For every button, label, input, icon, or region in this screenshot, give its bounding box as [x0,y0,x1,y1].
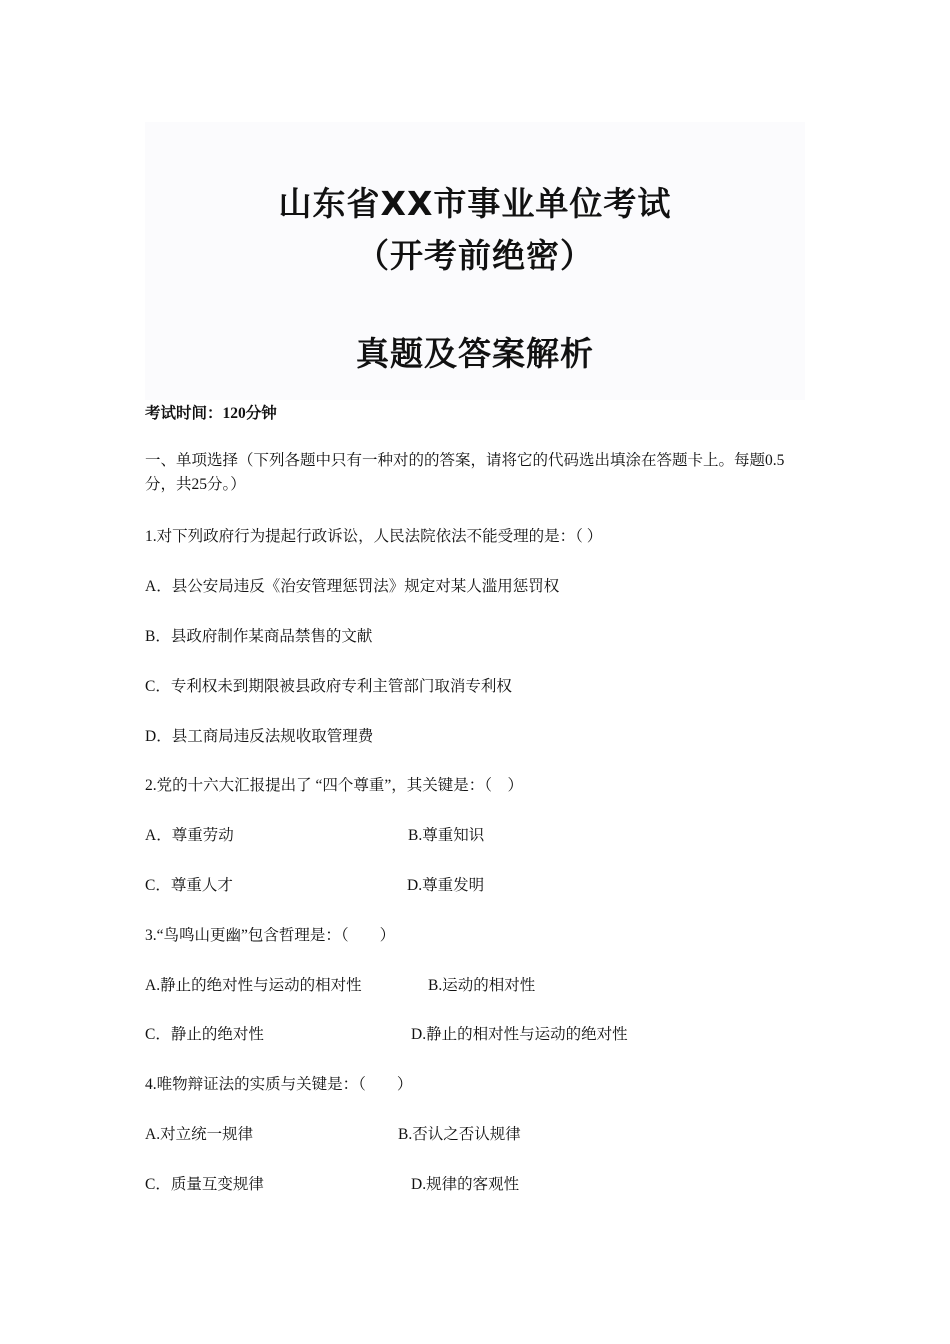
option-d: D.规律的客观性 [411,1176,520,1193]
option-d: D.静止的相对性与运动的绝对性 [411,1026,628,1043]
option-a: A.对立统一规律 [145,1126,254,1143]
confidential-note: （开考前绝密） [356,236,594,275]
section-heading: 一、单项选择（下列各题中只有一种对的的答案，请将它的代码选出填涂在答题卡上。每题0.5分，共25分。） [145,452,785,493]
option-a: A．县公安局违反《治安管理惩罚法》规定对某人滥用惩罚权 [145,578,560,595]
question-stem: 1.对下列政府行为提起行政诉讼，人民法院依法不能受理的是：（ ） [145,528,603,545]
option-a: A．尊重劳动 [145,827,234,844]
document-title: 山东省XX市事业单位考试 [278,184,672,223]
question-stem: 4.唯物辩证法的实质与关键是：（ ） [145,1076,413,1093]
title-block [145,122,805,400]
option-c: C．质量互变规律 [145,1176,264,1193]
option-d: D.尊重发明 [407,877,485,894]
option-b: B.尊重知识 [408,827,485,844]
option-b: B.否认之否认规律 [398,1126,521,1143]
option-a: A.静止的绝对性与运动的相对性 [145,977,362,994]
exam-time: 考试时间：120分钟 [145,405,277,422]
question-stem: 2.党的十六大汇报提出了 “四个尊重”，其关键是：（ ） [145,777,524,794]
option-c: C．静止的绝对性 [145,1026,264,1043]
option-c: C．尊重人才 [145,877,233,894]
document-subtitle: 真题及答案解析 [356,334,594,373]
option-b: B．县政府制作某商品禁售的文献 [145,628,373,645]
option-c: C．专利权未到期限被县政府专利主管部门取消专利权 [145,678,512,695]
option-b: B.运动的相对性 [428,977,536,994]
option-d: D．县工商局违反法规收取管理费 [145,728,374,745]
question-stem: 3.“鸟鸣山更幽”包含哲理是：（ ） [145,927,396,944]
